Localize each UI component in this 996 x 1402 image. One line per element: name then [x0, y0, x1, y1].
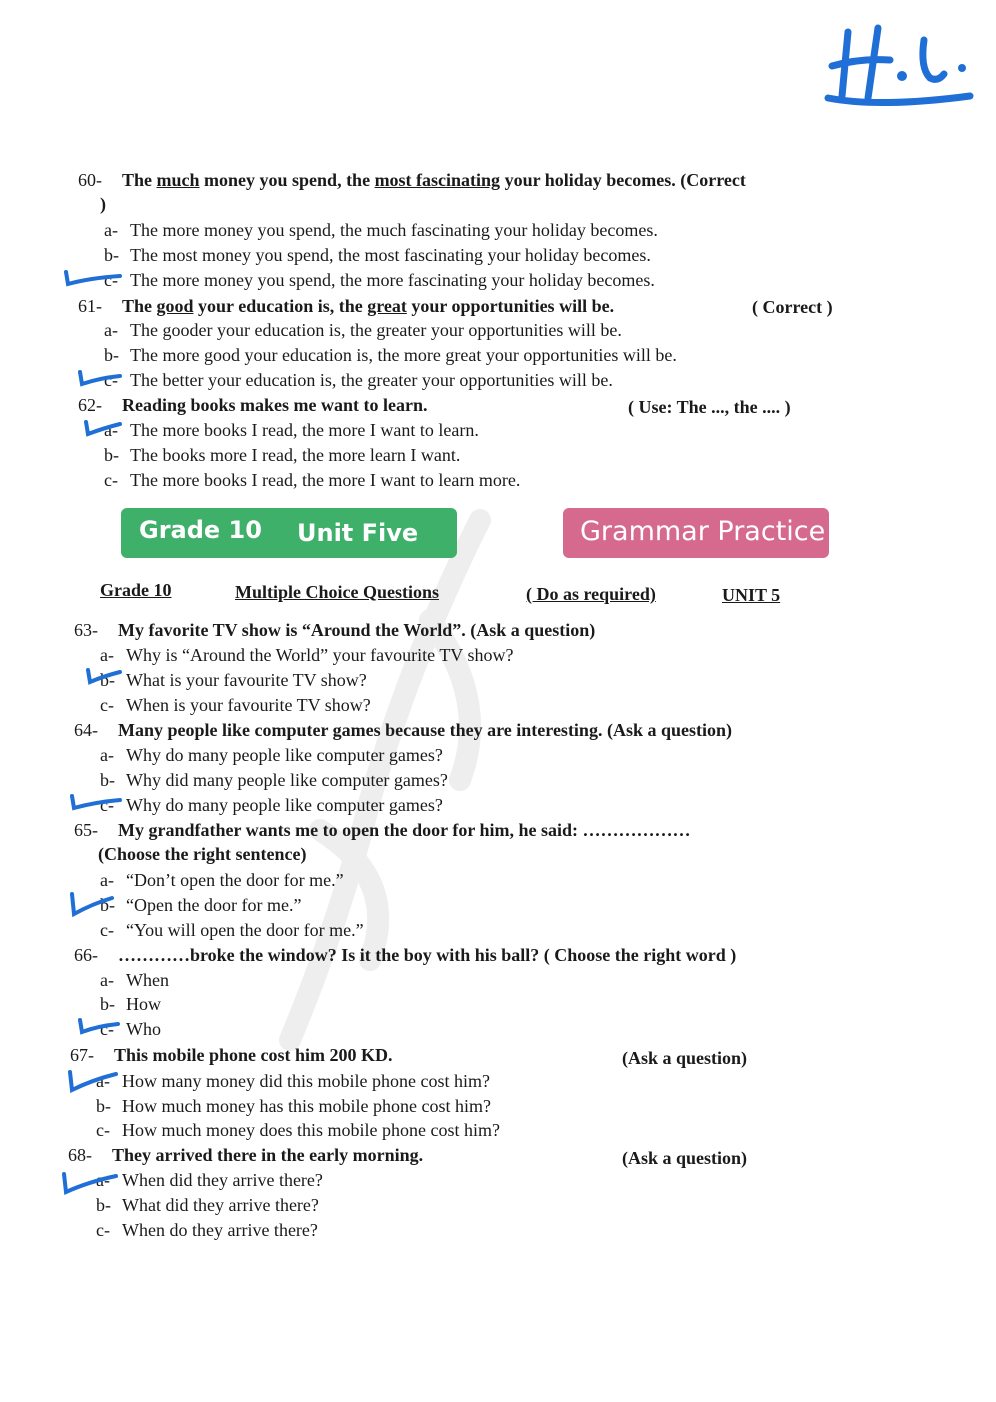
- section-unit: UNIT 5: [722, 585, 781, 605]
- instruction: ( Use: The ..., the .... ): [628, 397, 791, 417]
- banner-grade: Grade 10: [139, 516, 262, 544]
- option-answer: a- How many money did this mobile phone cost him?: [96, 1071, 490, 1091]
- option-answer: c- The better your education is, the greater your opportunities will be.: [104, 370, 613, 390]
- instruction: ( Correct ): [752, 297, 833, 317]
- check-mark-icon: [60, 268, 126, 290]
- check-mark-icon: [80, 418, 126, 440]
- option: a- “Don’t open the door for me.”: [100, 870, 344, 890]
- check-mark-icon: [66, 890, 118, 920]
- option: a- When: [100, 970, 169, 990]
- check-mark-icon: [66, 792, 126, 814]
- banner-unit: Unit Five: [297, 519, 419, 547]
- option: b- How much money has this mobile phone cost him?: [96, 1096, 491, 1116]
- option-answer: a- The more books I read, the more I want to learn.: [104, 420, 479, 440]
- question-65: 65- My grandfather wants me to open the door for him, he said: ………………: [74, 820, 691, 840]
- option-answer: c- The more money you spend, the more fascinating your holiday becomes.: [104, 270, 655, 290]
- section-title: Multiple Choice Questions: [235, 582, 440, 602]
- question-67: 67- This mobile phone cost him 200 KD.: [70, 1045, 393, 1065]
- question-number: 60-: [78, 170, 102, 190]
- option: b- The more good your education is, the more great your opportunities will be.: [104, 345, 677, 365]
- question-number: 61-: [78, 296, 102, 316]
- check-mark-icon: [82, 666, 126, 688]
- option: c- When is your favourite TV show?: [100, 695, 371, 715]
- option-answer: c- Who: [100, 1019, 161, 1039]
- option: b- The most money you spend, the most fascinating your holiday becomes.: [104, 245, 651, 265]
- instruction: (Ask a question): [622, 1048, 748, 1068]
- check-mark-icon: [58, 1168, 122, 1198]
- option: c- How much money does this mobile phone cost him?: [96, 1120, 500, 1140]
- option: a- The more money you spend, the much fascinating your holiday becomes.: [104, 220, 658, 240]
- option: c- The more books I read, the more I want to learn more.: [104, 470, 521, 490]
- option: b- How: [100, 994, 161, 1014]
- question-61: 61- The good your education is, the great your opportunities will be.: [78, 296, 615, 316]
- question-60: 60- The much money you spend, the most fascinating your holiday becomes. (Correct: [78, 170, 746, 190]
- option: a- The gooder your education is, the greater your opportunities will be.: [104, 320, 622, 340]
- option-answer: b- “Open the door for me.”: [100, 895, 302, 915]
- section-note: ( Do as required): [526, 584, 656, 604]
- option: c- When do they arrive there?: [96, 1220, 318, 1240]
- question-65-instruction: (Choose the right sentence): [98, 844, 307, 864]
- initials-text: H.L.: [820, 18, 822, 19]
- check-mark-icon: [74, 368, 126, 390]
- instruction: (Ask a question): [622, 1148, 748, 1168]
- question-66: 66- …………broke the window? Is it the boy with his ball? ( Choose the right word ): [74, 945, 737, 965]
- option-answer: b- What is your favourite TV show?: [100, 670, 367, 690]
- option: b- What did they arrive there?: [96, 1195, 319, 1215]
- question-64: 64- Many people like computer games because they are interesting. (Ask a question): [74, 720, 732, 740]
- check-mark-icon: [64, 1066, 122, 1096]
- question-68: 68- They arrived there in the early morning.: [68, 1145, 424, 1165]
- option: a- Why is “Around the World” your favourite TV show?: [100, 645, 514, 665]
- check-mark-icon: [74, 1016, 124, 1038]
- option: b- Why did many people like computer games?: [100, 770, 448, 790]
- question-60-cont: ): [100, 194, 106, 214]
- option-answer: a- When did they arrive there?: [96, 1170, 323, 1190]
- section-grade: Grade 10: [100, 580, 172, 600]
- option: b- The books more I read, the more learn I want.: [104, 445, 461, 465]
- grade-unit-banner: [121, 508, 457, 558]
- grammar-practice-banner: Grammar Practice: [563, 508, 829, 558]
- option: a- Why do many people like computer games?: [100, 745, 443, 765]
- handwritten-initials: [820, 18, 980, 118]
- question-63: 63- My favorite TV show is “Around the World”. (Ask a question): [74, 620, 596, 640]
- option-answer: c- Why do many people like computer games?: [100, 795, 443, 815]
- option: c- “You will open the door for me.”: [100, 920, 364, 940]
- question-62: 62- Reading books makes me want to learn.: [78, 395, 428, 415]
